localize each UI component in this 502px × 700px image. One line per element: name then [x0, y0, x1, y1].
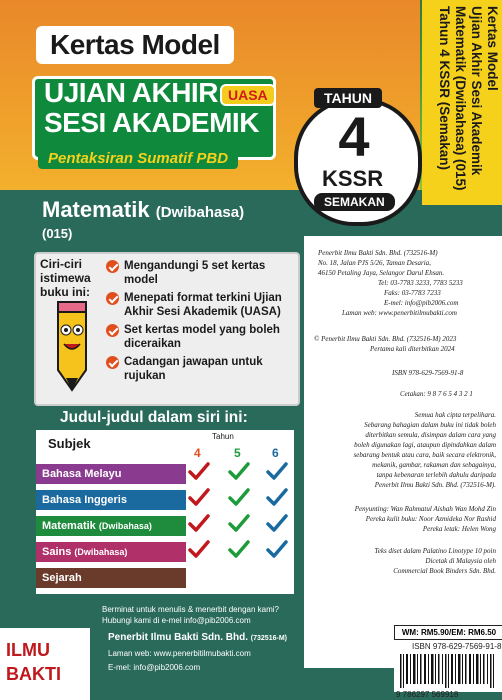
tick-icon: [268, 464, 286, 478]
print-line: Commercial Book Binders Sdn. Bhd.: [393, 567, 496, 575]
feature-text: Mengandungi 5 set kertas model: [124, 260, 266, 286]
publisher-name: [108, 632, 287, 643]
tahun-label: TAHUN: [314, 88, 382, 108]
subtitle: Pentaksiran Sumatif PBD: [38, 148, 238, 169]
series-row-bi: [36, 490, 186, 510]
row-label: Sains: [42, 546, 72, 558]
check-icon: [106, 324, 119, 337]
logo-text: ILMU: [6, 640, 50, 660]
isbn-line: ISBN 978-629-7569-91-8: [392, 369, 464, 377]
footer-note-line: Hubungi kami di e-mel info@pib2006.com: [102, 616, 251, 625]
cetakan-line: Cetakan: 9 8 7 6 5 4 3 2 1: [400, 390, 473, 398]
pencil-mascot-icon: [44, 300, 100, 392]
feature-item: [106, 355, 298, 383]
tick-icon: [190, 490, 208, 504]
publisher-name-text: Penerbit Ilmu Bakti Sdn. Bhd.: [108, 632, 249, 643]
price-label: WM: RM5.90/EM: RM6.50: [394, 625, 502, 640]
copyright-line: Pertama kali diterbitkan 2024: [370, 345, 455, 353]
rights-line: tanpa kebenaran terlebih dahulu daripada: [376, 471, 496, 479]
row-label: Bahasa Melayu: [42, 468, 122, 480]
series-row-mt: [36, 516, 186, 536]
print-line: Dicetak di Malaysia oleh: [425, 557, 496, 565]
footer-note: [102, 604, 279, 626]
title-line-sesi: SESI AKADEMIK: [44, 107, 259, 138]
uasa-badge: UASA: [220, 84, 276, 106]
series-title: Judul-judul dalam siri ini:: [60, 409, 248, 426]
check-icon: [106, 260, 119, 273]
barcode-digits: 9 786297 569918: [396, 690, 459, 699]
subject-main: Matematik: [42, 197, 150, 222]
tick-icon: [190, 464, 208, 478]
subject-paren: (Dwibahasa): [155, 204, 245, 221]
check-icon: [106, 292, 119, 305]
row-paren: (Dwibahasa): [74, 547, 128, 557]
series-row-sejarah: [36, 568, 186, 588]
spine-line: Matematik (Dwibahasa) (015): [453, 6, 468, 191]
publisher-website[interactable]: Laman web: www.penerbitilmubakti.com: [108, 649, 251, 658]
rights-notice: [310, 410, 496, 490]
credit-line: Penyunting: Wan Rahmatul Aishah Wan Mohd Zin: [354, 505, 496, 513]
tick-icon: [268, 516, 286, 530]
feature-item: [106, 291, 298, 319]
address-line: Faks: 03-7783 7233: [384, 289, 441, 297]
spine-text: [430, 6, 500, 206]
features-title-text: Ciri-ciri istimewa buku ini:: [40, 257, 91, 299]
feature-item: [106, 323, 298, 351]
credit-line: Pereka kulit buku: Noor Azmideka Nor Rashid: [365, 515, 496, 523]
subjek-header: Subjek: [48, 436, 91, 451]
tick-marks: [186, 462, 294, 570]
spine-line: Ujian Akhir Sesi Akademik: [469, 6, 484, 176]
tick-icon: [230, 542, 248, 556]
address-line: No. 18, Jalan PJS 5/26, Taman Desaria,: [318, 259, 431, 267]
tahun-header: Tahun: [212, 432, 234, 441]
rights-line: sebarang bentuk atau cara, baik secara elektronik,: [353, 451, 496, 459]
spine-line: Kertas Model: [485, 6, 500, 91]
rights-line: Semua hak cipta terpelihara.: [414, 411, 496, 419]
year-6: 6: [272, 446, 279, 460]
rights-line: diterbitkan semula, disimpan dalam cara yang: [365, 431, 496, 439]
row-paren: (Dwibahasa): [98, 521, 152, 531]
address-line: Laman web: www.penerbitilmubakti.com: [342, 309, 457, 317]
row-label: Bahasa Inggeris: [42, 494, 127, 506]
copyright: [314, 334, 456, 354]
spine-line: Tahun 4 KSSR (Semakan): [437, 6, 452, 171]
tick-icon: [230, 464, 248, 478]
rights-line: Sebarang bahagian dalam buku ini tidak boleh: [364, 421, 496, 429]
feature-text: Cadangan jawapan untuk rujukan: [124, 356, 263, 382]
title-kertas-model: Kertas Model: [36, 26, 234, 64]
tick-icon: [190, 516, 208, 530]
address-line: E-mel: info@pib2006.com: [384, 299, 459, 307]
row-label: Sejarah: [42, 572, 82, 584]
credit-line: Pereka letak: Helen Wong: [422, 525, 496, 533]
tick-icon: [190, 542, 208, 556]
rights-line: mekanik, gambar, rakaman dan sebagainya,: [372, 461, 496, 469]
rights-line: Penerbit Ilmu Bakti Sdn. Bhd. (732516-M).: [374, 481, 496, 489]
tick-icon: [230, 490, 248, 504]
tahun-number: 4: [338, 105, 370, 168]
tick-icon: [230, 516, 248, 530]
credits: [310, 504, 496, 534]
logo-text: BAKTI: [6, 664, 61, 684]
feature-text: Menepati format terkini Ujian Akhir Sesi Akademik (UASA): [124, 292, 282, 318]
subject-title: [42, 197, 244, 223]
features-title: [40, 257, 104, 299]
series-row-sains: [36, 542, 186, 562]
feature-list: [106, 259, 298, 387]
address-line: 46150 Petaling Jaya, Selangor Darul Ehsan.: [318, 269, 445, 277]
address-line: Tel: 03-7783 3233, 7783 5233: [378, 279, 463, 287]
footer-note-line: Berminat untuk menulis & menerbit dengan kami?: [102, 605, 279, 614]
year-4: 4: [194, 446, 201, 460]
publisher-address: [318, 248, 463, 318]
print-info: [310, 546, 496, 576]
row-label: Matematik: [42, 520, 96, 532]
title-line-ujian: UJIAN AKHIR: [44, 77, 218, 108]
feature-item: [106, 259, 298, 287]
year-5: 5: [234, 446, 241, 460]
publisher-code: (732516-M): [250, 635, 287, 642]
copyright-line: © Penerbit Ilmu Bakti Sdn. Bhd. (732516-M) 2023: [314, 335, 457, 343]
series-row-bm: [36, 464, 186, 484]
address-line: Penerbit Ilmu Bakti Sdn. Bhd. (732516-M): [318, 249, 438, 257]
tick-icon: [268, 542, 286, 556]
barcode-icon: [394, 652, 502, 692]
check-icon: [106, 356, 119, 369]
kssr-label: KSSR: [322, 166, 384, 191]
isbn-barcode-label: ISBN 978-629-7569-91-8: [412, 642, 502, 651]
print-line: Teks diset dalam Palatino Linotype 10 poin: [374, 547, 496, 555]
subject-code: (015): [42, 226, 73, 241]
tick-icon: [268, 490, 286, 504]
publisher-email[interactable]: E-mel: info@pib2006.com: [108, 663, 201, 672]
semakan-label: SEMAKAN: [314, 193, 395, 211]
feature-text: Set kertas model yang boleh diceraikan: [124, 324, 280, 350]
rights-line: boleh digunakan lagi, ataupun dipindahkan dalam: [354, 441, 496, 449]
